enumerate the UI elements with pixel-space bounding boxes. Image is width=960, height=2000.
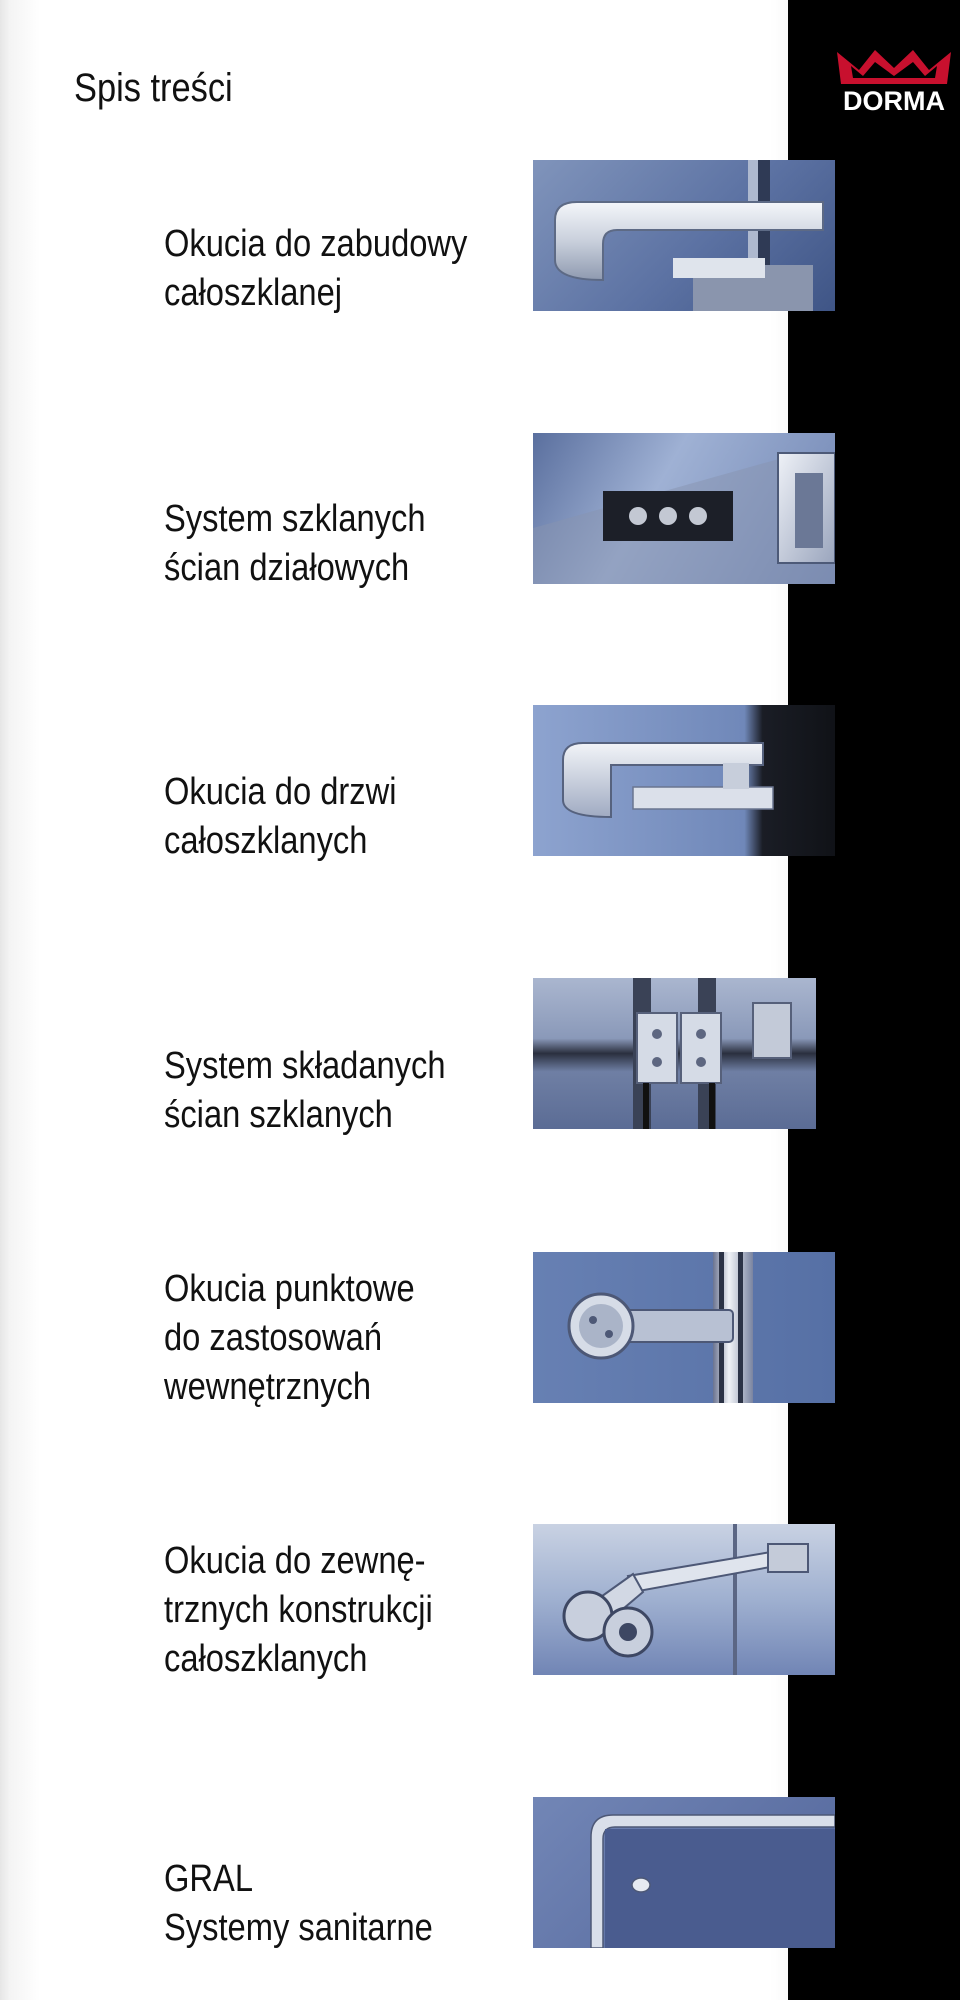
toc-entry-image (533, 433, 835, 584)
partition-profile-icon (533, 433, 835, 584)
toc-entry-image (533, 705, 835, 856)
door-handle-icon (533, 705, 835, 856)
toc-entry-label: System szklanych ścian działowych (164, 498, 426, 589)
toc-entry-image (533, 160, 835, 311)
toc-entry-image (533, 1252, 835, 1403)
toc-entry-label: GRAL Systemy sanitarne (164, 1858, 433, 1949)
toc-entry-image (533, 1797, 835, 1948)
folding-wall-hinge-icon (533, 978, 816, 1129)
external-fitting-icon (533, 1524, 835, 1675)
logo-wordmark: DORMA (843, 86, 945, 116)
dorma-logo (835, 48, 953, 120)
glass-clamp-icon (533, 160, 835, 311)
toc-entry-label: Okucia do drzwi całoszklanych (164, 771, 397, 862)
toc-entry-label: Okucia do zabudowy całoszklanej (164, 223, 468, 314)
toc-entry-label: System składanych ścian szklanych (164, 1045, 446, 1136)
toc-entry-label: Okucia punktowe do zastosowań wewnętrznych (164, 1268, 415, 1408)
page-title: Spis treści (74, 66, 233, 110)
point-fitting-icon (533, 1252, 835, 1403)
toc-entry-image (533, 978, 816, 1129)
toc-entry-image (533, 1524, 835, 1675)
toc-entry-label: Okucia do zewnę- trznych konstrukcji całoszklanych (164, 1540, 433, 1680)
sanitary-system-icon (533, 1797, 835, 1948)
crown-icon (835, 48, 953, 88)
